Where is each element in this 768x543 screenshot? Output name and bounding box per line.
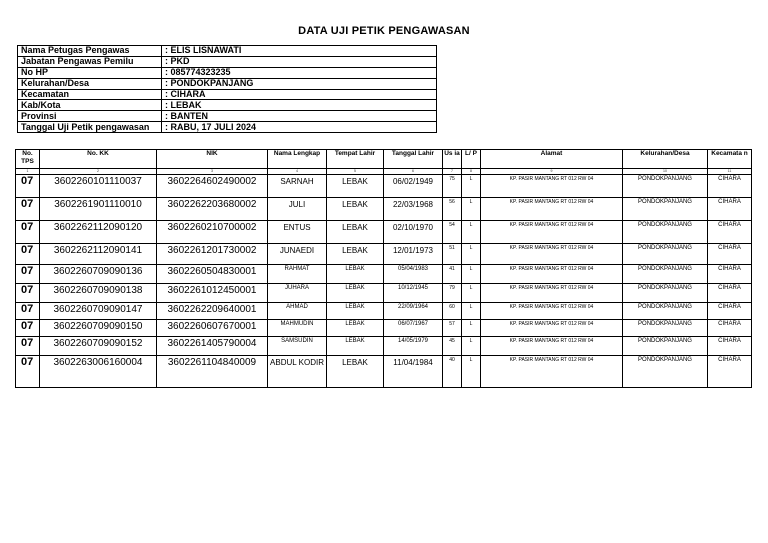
info-label: Provinsi — [18, 111, 162, 122]
birthdate-cell: 06/02/1949 — [384, 175, 443, 198]
gender-cell: L — [462, 284, 481, 303]
column-index: 4 — [268, 169, 327, 175]
age-cell: 60 — [443, 303, 462, 320]
birthdate-cell: 14/05/1979 — [384, 337, 443, 356]
info-label: No HP — [18, 67, 162, 78]
birthplace-cell: LEBAK — [327, 198, 384, 221]
table-row — [16, 198, 752, 221]
nik-cell: 3602261104840009 — [157, 356, 268, 388]
nik-cell: 3602261405790004 — [157, 337, 268, 356]
village-cell: PONDOKPANJANG — [623, 244, 708, 265]
column-header: No. KK — [40, 150, 157, 169]
column-index: 10 — [623, 169, 708, 175]
village-cell: PONDOKPANJANG — [623, 265, 708, 284]
info-label: Jabatan Pengawas Pemilu — [18, 56, 162, 67]
info-value: : ELIS LISNAWATI — [162, 46, 437, 57]
table-row — [16, 265, 752, 284]
table-row — [16, 284, 752, 303]
info-row — [18, 100, 437, 111]
tps-cell: 07 — [16, 198, 40, 221]
column-index: 6 — [384, 169, 443, 175]
column-header: Tempat Lahir — [327, 150, 384, 169]
village-cell: PONDOKPANJANG — [623, 221, 708, 244]
age-cell: 56 — [443, 198, 462, 221]
address-cell: KP. PASIR MANTANG RT 012 RW 04 — [481, 356, 623, 388]
tps-cell: 07 — [16, 320, 40, 337]
info-value: : BANTEN — [162, 111, 437, 122]
name-cell: RAHMAT — [268, 265, 327, 284]
birthplace-cell: LEBAK — [327, 320, 384, 337]
info-row — [18, 89, 437, 100]
info-value: : CIHARA — [162, 89, 437, 100]
nik-cell: 3602262209640001 — [157, 303, 268, 320]
gender-cell: L — [462, 221, 481, 244]
address-cell: KP. PASIR MANTANG RT 012 RW 04 — [481, 244, 623, 265]
nik-cell: 3602264602490002 — [157, 175, 268, 198]
column-header: No. TPS — [16, 150, 40, 169]
info-row — [18, 78, 437, 89]
tps-cell: 07 — [16, 356, 40, 388]
address-cell: KP. PASIR MANTANG RT 012 RW 04 — [481, 198, 623, 221]
kk-cell: 3602260709090150 — [40, 320, 157, 337]
table-row — [16, 320, 752, 337]
column-index: 8 — [462, 169, 481, 175]
column-header: Tanggal Lahir — [384, 150, 443, 169]
info-row — [18, 122, 437, 133]
info-value: : PONDOKPANJANG — [162, 78, 437, 89]
district-cell: CIHARA — [708, 198, 752, 221]
voter-data-table — [15, 149, 752, 388]
gender-cell: L — [462, 175, 481, 198]
age-cell: 54 — [443, 221, 462, 244]
column-index: 1 — [16, 169, 40, 175]
name-cell: SARNAH — [268, 175, 327, 198]
birthplace-cell: LEBAK — [327, 175, 384, 198]
nik-cell: 3602262203680002 — [157, 198, 268, 221]
column-header: Alamat — [481, 150, 623, 169]
age-cell: 51 — [443, 244, 462, 265]
gender-cell: L — [462, 356, 481, 388]
name-cell: JUNAEDI — [268, 244, 327, 265]
age-cell: 75 — [443, 175, 462, 198]
district-cell: CIHARA — [708, 244, 752, 265]
table-row — [16, 244, 752, 265]
village-cell: PONDOKPANJANG — [623, 356, 708, 388]
name-cell: JUHARA — [268, 284, 327, 303]
age-cell: 57 — [443, 320, 462, 337]
tps-cell: 07 — [16, 265, 40, 284]
district-cell: CIHARA — [708, 265, 752, 284]
tps-cell: 07 — [16, 284, 40, 303]
address-cell: KP. PASIR MANTANG RT 012 RW 04 — [481, 284, 623, 303]
birthdate-cell: 02/10/1970 — [384, 221, 443, 244]
table-header-row — [16, 150, 752, 169]
table-row — [16, 303, 752, 320]
birthplace-cell: LEBAK — [327, 244, 384, 265]
tps-cell: 07 — [16, 221, 40, 244]
column-header: Kelurahan/Desa — [623, 150, 708, 169]
district-cell: CIHARA — [708, 221, 752, 244]
tps-cell: 07 — [16, 244, 40, 265]
birthplace-cell: LEBAK — [327, 284, 384, 303]
village-cell: PONDOKPANJANG — [623, 303, 708, 320]
district-cell: CIHARA — [708, 284, 752, 303]
district-cell: CIHARA — [708, 303, 752, 320]
birthplace-cell: LEBAK — [327, 221, 384, 244]
village-cell: PONDOKPANJANG — [623, 337, 708, 356]
column-header: L/ P — [462, 150, 481, 169]
district-cell: CIHARA — [708, 356, 752, 388]
birthdate-cell: 05/04/1983 — [384, 265, 443, 284]
nik-cell: 3602261012450001 — [157, 284, 268, 303]
address-cell: KP. PASIR MANTANG RT 012 RW 04 — [481, 175, 623, 198]
info-value: : LEBAK — [162, 100, 437, 111]
village-cell: PONDOKPANJANG — [623, 320, 708, 337]
column-index: 11 — [708, 169, 752, 175]
age-cell: 45 — [443, 337, 462, 356]
column-index: 7 — [443, 169, 462, 175]
tps-cell: 07 — [16, 175, 40, 198]
gender-cell: L — [462, 303, 481, 320]
tps-cell: 07 — [16, 303, 40, 320]
info-value: : 085774323235 — [162, 67, 437, 78]
birthplace-cell: LEBAK — [327, 356, 384, 388]
tps-cell: 07 — [16, 337, 40, 356]
village-cell: PONDOKPANJANG — [623, 284, 708, 303]
column-header: Kecamata n — [708, 150, 752, 169]
birthdate-cell: 10/12/1945 — [384, 284, 443, 303]
district-cell: CIHARA — [708, 337, 752, 356]
name-cell: JULI — [268, 198, 327, 221]
village-cell: PONDOKPANJANG — [623, 198, 708, 221]
gender-cell: L — [462, 320, 481, 337]
birthdate-cell: 12/01/1973 — [384, 244, 443, 265]
officer-info-table — [17, 45, 437, 133]
nik-cell: 3602260607670001 — [157, 320, 268, 337]
age-cell: 40 — [443, 356, 462, 388]
info-label: Nama Petugas Pengawas — [18, 46, 162, 57]
kk-cell: 3602261901110010 — [40, 198, 157, 221]
birthdate-cell: 11/04/1984 — [384, 356, 443, 388]
district-cell: CIHARA — [708, 320, 752, 337]
address-cell: KP. PASIR MANTANG RT 012 RW 04 — [481, 320, 623, 337]
info-value: : RABU, 17 JULI 2024 — [162, 122, 437, 133]
info-label: Kecamatan — [18, 89, 162, 100]
nik-cell: 3602261201730002 — [157, 244, 268, 265]
kk-cell: 3602260709090136 — [40, 265, 157, 284]
birthplace-cell: LEBAK — [327, 265, 384, 284]
age-cell: 41 — [443, 265, 462, 284]
kk-cell: 3602260709090138 — [40, 284, 157, 303]
gender-cell: L — [462, 198, 481, 221]
name-cell: MAHMUDIN — [268, 320, 327, 337]
village-cell: PONDOKPANJANG — [623, 175, 708, 198]
table-row — [16, 356, 752, 388]
info-label: Tanggal Uji Petik pengawasan — [18, 122, 162, 133]
column-index: 3 — [157, 169, 268, 175]
kk-cell: 3602263006160004 — [40, 356, 157, 388]
kk-cell: 3602260101110037 — [40, 175, 157, 198]
gender-cell: L — [462, 265, 481, 284]
name-cell: ABDUL KODIR — [268, 356, 327, 388]
birthdate-cell: 22/03/1968 — [384, 198, 443, 221]
name-cell: AHMAD — [268, 303, 327, 320]
info-label: Kelurahan/Desa — [18, 78, 162, 89]
name-cell: SAMSUDIN — [268, 337, 327, 356]
gender-cell: L — [462, 244, 481, 265]
address-cell: KP. PASIR MANTANG RT 012 RW 04 — [481, 265, 623, 284]
column-index: 2 — [40, 169, 157, 175]
table-row — [16, 175, 752, 198]
column-header: Nama Lengkap — [268, 150, 327, 169]
name-cell: ENTUS — [268, 221, 327, 244]
document-title: DATA UJI PETIK PENGAWASAN — [298, 25, 470, 37]
gender-cell: L — [462, 337, 481, 356]
table-row — [16, 337, 752, 356]
info-row — [18, 111, 437, 122]
column-header: NIK — [157, 150, 268, 169]
table-row — [16, 221, 752, 244]
address-cell: KP. PASIR MANTANG RT 012 RW 04 — [481, 337, 623, 356]
info-row — [18, 46, 437, 57]
address-cell: KP. PASIR MANTANG RT 012 RW 04 — [481, 221, 623, 244]
district-cell: CIHARA — [708, 175, 752, 198]
column-index: 9 — [481, 169, 623, 175]
kk-cell: 3602262112090120 — [40, 221, 157, 244]
kk-cell: 3602260709090147 — [40, 303, 157, 320]
birthplace-cell: LEBAK — [327, 337, 384, 356]
nik-cell: 3602260504830001 — [157, 265, 268, 284]
birthdate-cell: 22/09/1964 — [384, 303, 443, 320]
column-index: 5 — [327, 169, 384, 175]
info-label: Kab/Kota — [18, 100, 162, 111]
info-value: : PKD — [162, 56, 437, 67]
address-cell: KP. PASIR MANTANG RT 012 RW 04 — [481, 303, 623, 320]
birthdate-cell: 06/07/1967 — [384, 320, 443, 337]
birthplace-cell: LEBAK — [327, 303, 384, 320]
age-cell: 79 — [443, 284, 462, 303]
info-row — [18, 67, 437, 78]
kk-cell: 3602260709090152 — [40, 337, 157, 356]
info-row — [18, 56, 437, 67]
column-header: Us ia — [443, 150, 462, 169]
kk-cell: 3602262112090141 — [40, 244, 157, 265]
nik-cell: 3602260210700002 — [157, 221, 268, 244]
